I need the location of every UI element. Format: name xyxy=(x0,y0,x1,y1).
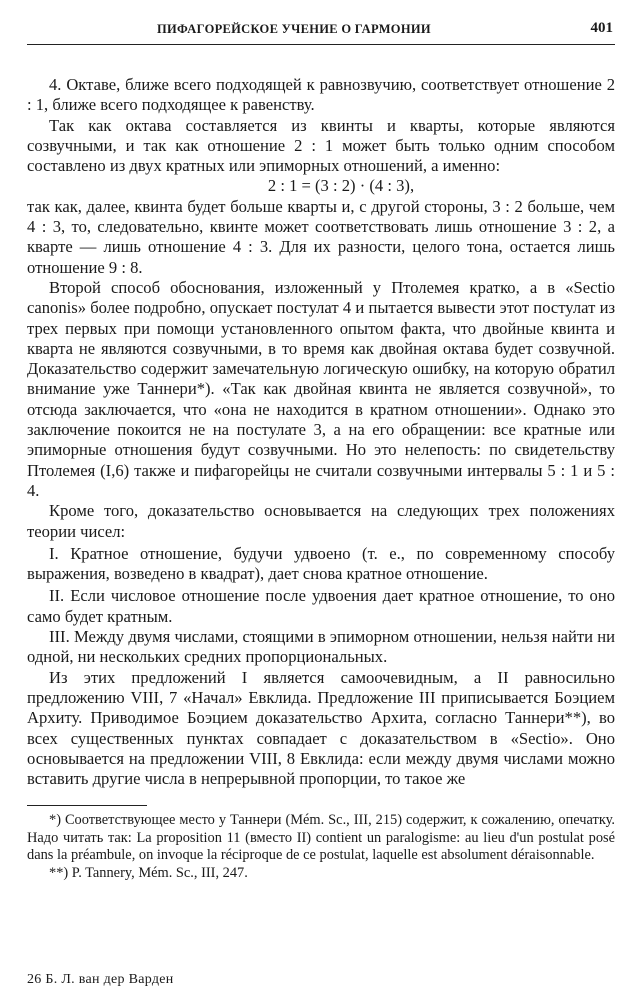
paragraph-fifth-fourth: так как, далее, квинта будет больше кварты и, с другой стороны, 3 : 2 больше, чем 4 : 3, то, следовательно, квинте может соответствовать лишь отношение 3 : 2, а кварте — лишь отношение 4 : 3. Для их разности, целого тона, остается лишь отношение 9 : 8. xyxy=(27,196,615,277)
proposition-ii: II. Если числовое отношение после удвоения дает кратное отношение, то оно само будет кратным. xyxy=(27,586,615,626)
footnote-1: *) Соответствующее место у Таннери (Mém. Sc., III, 215) содержит, к сожалению, опечатку. Надо читать так: La proposition 11 (вместо II) contient un paralogisme: au lieu d'un postulat posé dans la préambule, on invoque la réciproque de ce postulat, laquelle est absolument déraisonnable. xyxy=(27,812,615,864)
page-number: 401 xyxy=(590,20,613,36)
footnotes xyxy=(27,812,615,882)
formula: 2 : 1 = (3 : 2) · (4 : 3), xyxy=(267,176,415,196)
page-header xyxy=(27,14,615,45)
running-head: ПИФАГОРЕЙСКОЕ УЧЕНИЕ О ГАРМОНИИ xyxy=(157,22,431,36)
paragraph-second-method: Второй способ обоснования, изложенный у Птолемея кратко, а в «Sectio canonis» более подробно, опускает постулат 4 и пытается вывести этот постулат из трех первых при помощи установленного опытом факта, что двойные квинта и кварта не являются созвучными, в то время как двойная октава будет созвучной. Доказательство содержит замечательную логическую ошибку, на которую обратил внимание уже Таннери*). «Так как двойная квинта не является созвучной», то отсюда заключается, что «она не находится в кратном отношении». Однако это заключение покоится не на постулате 3, а на его обращении: все кратные или эпиморные отношения будут созвучными. Но это нелепость: по свидетельству Птолемея (I,6) также и пифагорейцы не считали созвучными интервалы 5 : 1 и 5 : 4. xyxy=(27,277,615,500)
paragraph-octave-composition: Так как октава составляется из квинты и кварты, которые являются созвучными, и так как отношение 2 : 1 может быть только одним способом составлено из двух кратных или эпиморных отношений, а именно: xyxy=(27,115,615,176)
proposition-iii: III. Между двумя числами, стоящими в эпиморном отношении, нельзя найти ни одной, ни нескольких средних пропорциональных. xyxy=(27,627,615,667)
proposition-i: I. Кратное отношение, будучи удвоено (т. е., по современному способу выражения, возведено в квадрат), дает снова кратное отношение. xyxy=(27,543,615,584)
footnote-divider xyxy=(27,805,147,806)
paragraph-number-theory-intro: Кроме того, доказательство основывается на следующих трех положениях теории чисел: xyxy=(27,501,615,541)
footnote-2: **) P. Tannery, Mém. Sc., III, 247. xyxy=(49,864,248,881)
main-text xyxy=(27,75,615,789)
book-page xyxy=(27,14,615,882)
paragraph-propositions-source: Из этих предложений I является самоочевидным, а II равносильно предложению VIII, 7 «Начал» Евклида. Предложение III приписывается Боэцием Архиту. Приводимое Боэцием доказательство Архита, согласно Таннери**), во всех существенных пунктах совпадает с доказательством в «Sectio». Оно основывается на предложении VIII, 8 Евклида: если между двумя числами можно вставить другие числа в непрерывной пропорции, то такое же xyxy=(27,667,615,789)
paragraph-octave: 4. Октаве, ближе всего подходящей к равнозвучию, соответствует отношение 2 : 1, ближе всего подходящее к равенству. xyxy=(27,75,615,115)
printer-signature: 26 Б. Л. ван дер Варден xyxy=(27,972,174,987)
